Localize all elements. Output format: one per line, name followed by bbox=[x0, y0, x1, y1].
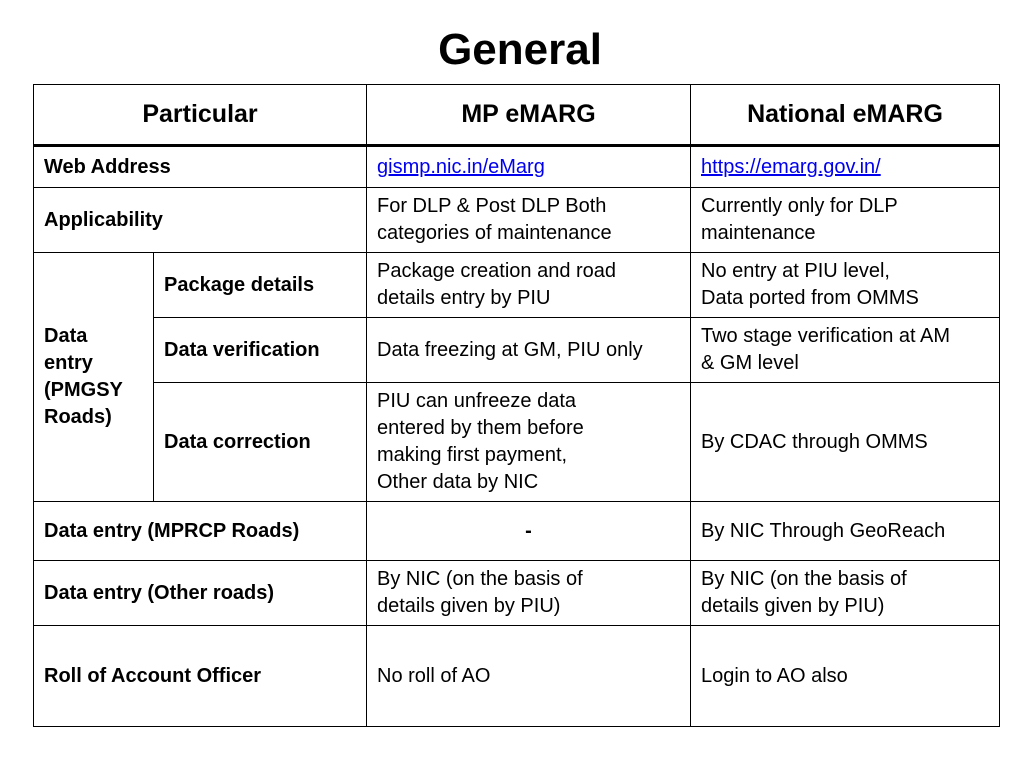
cell-mp-data-verification: Data freezing at GM, PIU only bbox=[367, 318, 691, 383]
national-web-address-link[interactable]: https://emarg.gov.in/ bbox=[701, 155, 881, 178]
cell-mp-applicability: For DLP & Post DLP Both categories of maintenance bbox=[367, 188, 691, 253]
cell-national-web-address bbox=[691, 146, 1000, 188]
table-row-data-entry-other bbox=[34, 561, 1000, 626]
cell-mp-package-details: Package creation and road details entry by PIU bbox=[367, 253, 691, 318]
table-row-data-correction bbox=[34, 383, 1000, 502]
row-label-data-verification: Data verification bbox=[154, 318, 367, 383]
table-header-row bbox=[34, 85, 1000, 146]
cell-mp-web-address bbox=[367, 146, 691, 188]
comparison-table bbox=[33, 84, 1000, 727]
table-row-data-verification bbox=[34, 318, 1000, 383]
row-label-applicability: Applicability bbox=[34, 188, 367, 253]
table-row-data-entry-mprcp bbox=[34, 502, 1000, 561]
cell-mp-data-correction: PIU can unfreeze data entered by them before making first payment, Other data by NIC bbox=[367, 383, 691, 502]
cell-national-data-entry-mprcp: By NIC Through GeoReach bbox=[691, 502, 1000, 561]
cell-mp-data-entry-mprcp: - bbox=[367, 502, 691, 561]
cell-mp-data-entry-other: By NIC (on the basis of details given by PIU) bbox=[367, 561, 691, 626]
row-label-data-entry-other: Data entry (Other roads) bbox=[34, 561, 367, 626]
cell-national-data-verification: Two stage verification at AM & GM level bbox=[691, 318, 1000, 383]
cell-national-package-details: No entry at PIU level, Data ported from OMMS bbox=[691, 253, 1000, 318]
row-label-data-entry-mprcp: Data entry (MPRCP Roads) bbox=[34, 502, 367, 561]
page-title: General bbox=[438, 25, 602, 74]
table-row-applicability bbox=[34, 188, 1000, 253]
mp-web-address-link[interactable]: gismp.nic.in/eMarg bbox=[377, 155, 545, 178]
table-row-web-address bbox=[34, 146, 1000, 188]
row-label-roll-of-ao: Roll of Account Officer bbox=[34, 626, 367, 727]
header-particular: Particular bbox=[34, 85, 367, 146]
row-label-web-address: Web Address bbox=[34, 146, 367, 188]
cell-mp-roll-of-ao: No roll of AO bbox=[367, 626, 691, 727]
cell-national-data-correction: By CDAC through OMMS bbox=[691, 383, 1000, 502]
cell-national-roll-of-ao: Login to AO also bbox=[691, 626, 1000, 727]
header-national-emarg: National eMARG bbox=[691, 85, 1000, 146]
header-mp-emarg: MP eMARG bbox=[367, 85, 691, 146]
cell-national-applicability: Currently only for DLP maintenance bbox=[691, 188, 1000, 253]
table-row-package-details bbox=[34, 253, 1000, 318]
row-label-package-details: Package details bbox=[154, 253, 367, 318]
row-label-data-entry-pmgsy: Data entry (PMGSY Roads) bbox=[34, 253, 154, 502]
cell-national-data-entry-other: By NIC (on the basis of details given by PIU) bbox=[691, 561, 1000, 626]
row-label-data-correction: Data correction bbox=[154, 383, 367, 502]
table-row-roll-of-ao bbox=[34, 626, 1000, 727]
